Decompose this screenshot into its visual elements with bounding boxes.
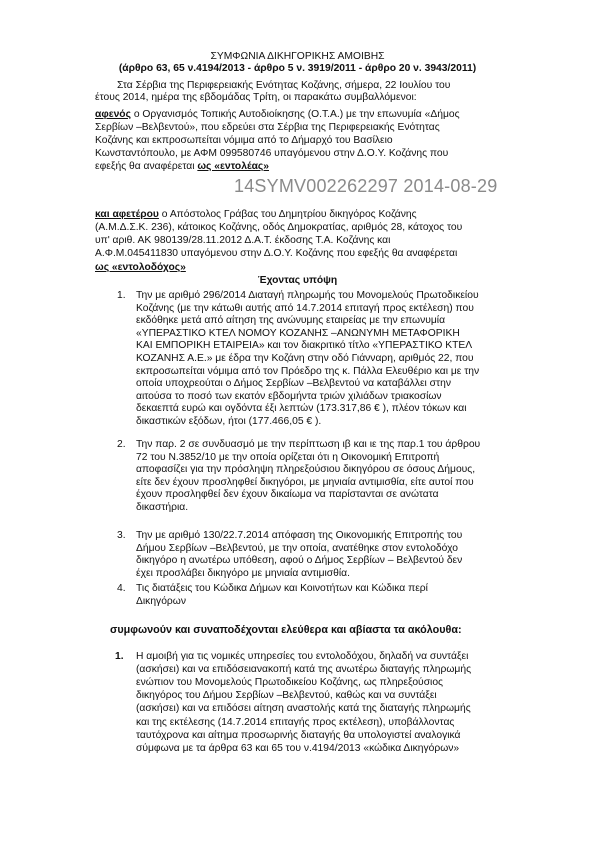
list-item-line: εκδόθηκε μετά από αίτηση της ανώνυμης εταιρείας με την επωνυμία: [136, 315, 446, 327]
list-item-line: (ασκήσει) και να επιδόσειανακοπή κατά της ανωτέρω διαταγής πληρωμής: [136, 664, 472, 676]
list-item-number: 4.: [117, 583, 126, 594]
list-item-line: είτε δεν έχουν προσληφθεί δικηγόροι, με μηνιαία αντιμισθία, είτε αυτοί που: [136, 476, 474, 488]
list-item-number: 2.: [117, 439, 126, 450]
intro-line: έτους 2014, ημέρα της εβδομάδας Τρίτη, οι παρακάτω συμβαλλόμενοι:: [95, 92, 417, 103]
list-item-line: σύμφωνα με τα άρθρα 63 και 65 του ν.4194/2013 «κώδικα Δικηγόρων»: [136, 742, 460, 754]
party2-line: Α.Φ.Μ.045411830 υπαγόμενου στην Δ.Ο.Υ. Κοζάνης που εφεξής θα αναφέρεται: [95, 248, 458, 259]
list-item-line: 72 του Ν.3852/10 με την οποία ορίζεται ότι η Οικονομική Επιτροπή: [136, 451, 440, 463]
party1-label: αφενός: [95, 109, 131, 120]
list-item-line: Η αμοιβή για τις νομικές υπηρεσίες του εντολοδόχου, δηλαδή να συντάξει: [136, 651, 469, 662]
party1-line: [95, 108, 460, 121]
list-item-line: αποφασίζει για την πρόσληψη πληρεξούσιου δικηγόρου σε όσους Δήμους,: [136, 464, 476, 476]
list-item-line: Την παρ. 2 σε συνδυασμό με την περίπτωση ιβ και ιε της παρ.1 του άρθρου: [136, 439, 481, 450]
list-item-line: δικαστήρια.: [136, 502, 189, 513]
list-item-line: Κοζάνης (με την κάτωθι αυτής από 14.7.2014 επιταγή προς εκτέλεση) που: [136, 302, 474, 314]
list-item-line: δικηγόρο η ανωτέρω υπόθεση, αφού ο Δήμος Σερβίων – Βελβεντού δεν: [136, 555, 463, 567]
document-subtitle: (άρθρο 63, 65 ν.4194/2013 - άρθρο 5 ν. 3919/2011 - άρθρο 20 ν. 3943/2011): [118, 63, 477, 74]
list-item-line: «ΥΠΕΡΑΣΤΙΚΟ ΚΤΕΛ ΝΟΜΟΥ ΚΟΖΑΝΗΣ –ΑΝΩΝΥΜΗ ΜΕΤΑΦΟΡΙΚΗ: [136, 327, 460, 339]
list-item-line: δεκαεπτά ευρώ και ογδόντα έξι λεπτών (173.317,86 € ), πλέον τόκων και: [136, 403, 467, 415]
list-item-number: 1.: [115, 651, 124, 662]
list-item-line: οποία υποχρεούται ο Δήμος Σερβίων –Βελβεντού να καταβάλλει στην: [136, 378, 451, 390]
party1-line: Κοζάνης και εκπροσωπείται νόμιμα από το Δήμαρχό του Βασίλειο: [95, 135, 393, 146]
list-item-line: έχει προσλάβει δικηγόρο με μηνιαία αντιμισθία.: [136, 567, 350, 579]
list-item-line: αιτούσα το ποσό των εκατόν εβδομήντα τριών χιλιάδων τριακοσίων: [136, 390, 442, 402]
party1-last-prefix: εφεξής θα αναφέρεται: [95, 161, 198, 172]
agreement-heading: συμφωνούν και συναποδέχονται ελεύθερα και αβίαστα τα ακόλουθα:: [110, 624, 462, 636]
list-item-line: έχουν προσληφθεί δεν έχουν δικαίωμα να παρίστανται σε ανώτατα: [136, 489, 439, 501]
document-title: ΣΥΜΦΩΝΙΑ ΔΙΚΗΓΟΡΙΚΗΣ ΑΜΟΙΒΗΣ: [210, 51, 385, 62]
list-item-line: δικηγόρος του Δήμου Σερβίων –Βελβεντού, καθώς και να συντάξει: [136, 690, 437, 702]
list-item-line: Τις διατάξεις του Κώδικα Δήμων και Κοινοτήτων και Κώδικα περί: [136, 583, 428, 594]
list-item-number: 3.: [117, 530, 126, 541]
party2-text: ο Απόστολος Γράβας του Δημητρίου δικηγόρος Κοζάνης: [158, 209, 417, 220]
list-item-line: ΚΟΖΑΝΗΣ Α.Ε.» με έδρα την Κοζάνη στην οδό Γιάνναρη, αριθμός 22, που: [136, 353, 474, 364]
party2-line: υπ' αριθ. ΑΚ 980139/28.11.2012 Δ.Α.Τ. έκδοσης Τ.Α. Κοζάνης και: [95, 235, 391, 246]
list-item-line: και της εκτέλεσης (14.7.2014 επιταγής προς εκτέλεση), υποβάλλοντας: [136, 716, 455, 728]
list-item-line: ταυτόχρονα και αίτημα προσωρινής διαταγής θα υπολογιστεί αναλογικά: [136, 729, 461, 741]
party1-line: Σερβίων –Βελβεντού», που εδρεύει στα Σέρβια της Περιφερειακής Ενότητας: [95, 122, 440, 133]
party1-text: ο Οργανισμός Τοπικής Αυτοδιοίκησης (Ο.Τ.Α.) με την επωνυμία «Δήμος: [130, 109, 460, 120]
intro-line: Στα Σέρβια της Περιφερειακής Ενότητας Κοζάνης, σήμερα, 22 Ιουλίου του: [117, 80, 451, 91]
list-item-line: (ασκήσει) και να επιδόσει αίτηση αναστολής κατά της διαταγής πληρωμής: [136, 703, 471, 715]
list-item-line: ενώπιον του Μονομελούς Πρωτοδικείου Κοζάνης, ως πληρεξούσιος: [136, 677, 444, 689]
list-item-line: Την με αριθμό 130/22.7.2014 απόφαση της Οικονομικής Επιτροπής του: [136, 530, 463, 541]
list-item-line: Δήμου Σερβίων –Βελβεντού, με την οποία, ανατέθηκε στον εντολοδόχο: [136, 542, 458, 554]
list-item-line: δικαστικών εξόδων, ήτοι (177.466,05 € ).: [136, 416, 322, 427]
party2-line: (Α.Μ.Δ.Σ.Κ. 236), κάτοικος Κοζάνης, οδός Δημοκρατίας, αριθμός 28, κάτοχος του: [95, 222, 463, 233]
party1-line: Κωνσταντόπουλο, με ΑΦΜ 099580746 υπαγόμενου στην Δ.Ο.Υ. Κοζάνης που: [95, 148, 449, 159]
list-item-number: 1.: [117, 290, 126, 301]
party1-line: [95, 160, 269, 173]
party1-role: ως «εντολέας»: [197, 161, 269, 172]
party2-line: [95, 208, 417, 221]
considering-heading: Έχοντας υπόψη: [257, 275, 338, 286]
list-item-line: ΚΑΙ ΕΜΠΟΡΙΚΗ ΕΤΑΙΡΕΙΑ» και τον διακριτικό τίτλο «ΥΠΕΡΑΣΤΙΚΟ ΚΤΕΛ: [136, 340, 473, 352]
list-item-line: εκπροσωπείται νόμιμα από τον Πρόεδρο της κ. Πάλλα Ελευθέριο και με την: [136, 365, 480, 377]
party2-label: και αφετέρου: [95, 209, 159, 220]
list-item-line: Δικηγόρων: [136, 595, 186, 607]
list-item-line: Την με αριθμό 296/2014 Διαταγή πληρωμής του Μονομελούς Πρωτοδικείου: [136, 290, 479, 301]
party2-role: ως «εντολοδόχος»: [95, 262, 186, 273]
registry-stamp: 14SYMV002262297 2014-08-29: [234, 176, 498, 196]
